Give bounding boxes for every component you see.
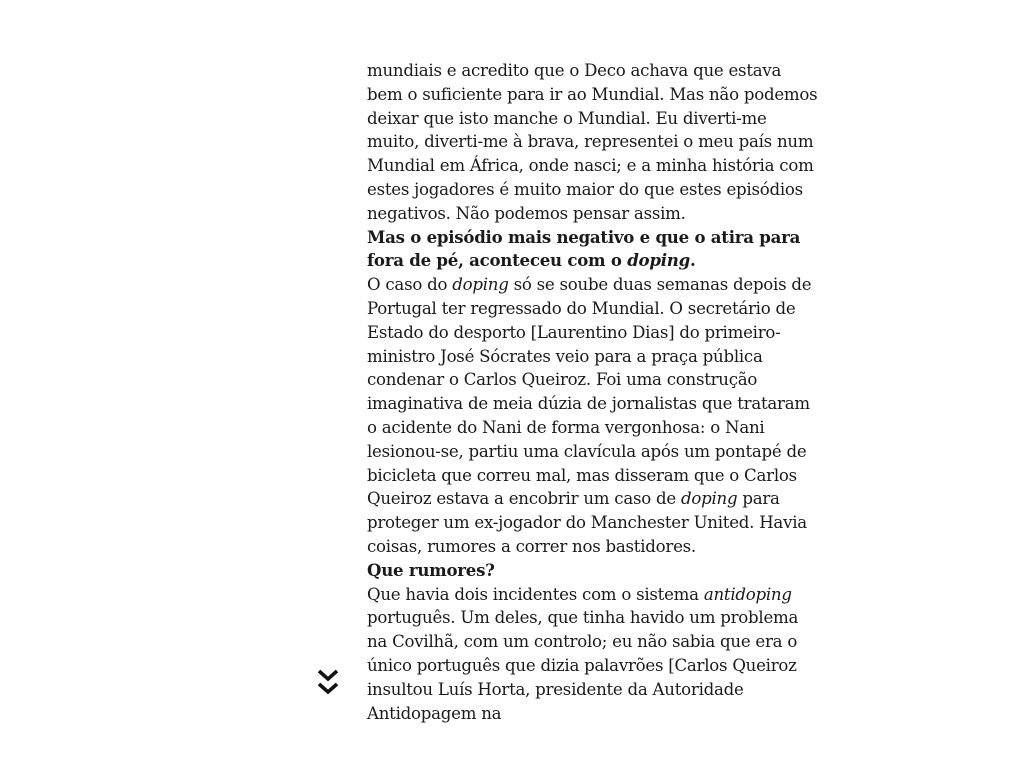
interview-answer <box>367 273 819 559</box>
answer-text: O caso do <box>367 275 453 295</box>
answer-emphasis: doping <box>452 275 509 295</box>
question-text: Mas o episódio mais negativo e que o atira para fora de pé, aconteceu com o <box>367 226 801 271</box>
interview-answer: mundiais e acredito que o Deco achava que estava bem o suficiente para ir ao Mundial. Mas não podemos deixar que isto manche o Mundial. Eu diverti-me muito, diverti-me à brava, representei o meu país num Mundial em África, onde nasci; e a minha história com estes jogadores é muito maior do que estes episódios negativos. Não podemos pensar assim. <box>367 61 818 223</box>
answer-text: para proteger um ex-jogador do Manchester United. Havia coisas, rumores a correr nos bastidores. <box>367 489 807 556</box>
double-chevron-down-icon <box>317 668 339 698</box>
interview-question <box>367 226 819 274</box>
article-body <box>367 59 819 725</box>
answer-emphasis: doping <box>680 489 738 509</box>
question-emphasis: doping <box>627 250 690 271</box>
interview-answer <box>367 583 819 726</box>
answer-text: Que havia dois incidentes com o sistema <box>367 584 704 604</box>
interview-question: Que rumores? <box>367 559 495 580</box>
answer-text: português. Um deles, que tinha havido um problema na Covilhã, com um controlo; eu não sabia que era o único português que dizia palavrões [Carlos Queiroz insultou Luís Horta, presidente da Autoridade Antidopagem na <box>367 608 799 723</box>
answer-emphasis: antidoping <box>703 584 792 604</box>
question-text-end: . <box>689 250 696 271</box>
answer-text: só se soube duas semanas depois de Portugal ter regressado do Mundial. O secretário de Estado do desporto [Laurentino Dias] do primeiro-ministro José Sócrates veio para a praça pública condenar o Carlos Queiroz. Foi uma construção imaginativa de meia dúzia de jornalistas que trataram o acidente do Nani de forma vergonhosa: o Nani lesionou-se, partiu uma clavícula após um pontapé de bicicleta que correu mal, mas disseram que o Carlos Queiroz estava a encobrir um caso de <box>367 275 812 509</box>
scroll-down-button[interactable] <box>317 668 339 698</box>
